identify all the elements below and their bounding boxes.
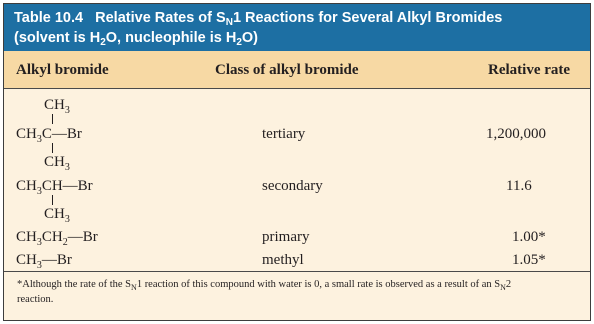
title-line-2 — [14, 29, 590, 49]
bond-line — [52, 114, 53, 124]
class-cell: tertiary — [262, 126, 306, 142]
rate-cell: 1,200,000 — [486, 126, 546, 142]
formula-text: CH — [16, 252, 37, 268]
footnote-text: 2 — [505, 279, 512, 290]
rate-cell: 11.6 — [506, 178, 532, 194]
formula-text: CH — [16, 126, 37, 142]
formula-text: C — [41, 126, 52, 142]
title-text-2b: O, nucleophile is H — [105, 30, 237, 46]
alkyl-bromide-formula — [16, 229, 98, 247]
bond-line — [52, 143, 53, 153]
formula-text: CH — [16, 178, 37, 194]
title-subscript: N — [225, 17, 233, 28]
title-line-1 — [14, 9, 590, 29]
rate-cell: 1.00* — [512, 229, 546, 245]
table-10-4 — [3, 3, 591, 321]
title-text-2c: O) — [241, 30, 258, 46]
table-body — [4, 89, 590, 275]
formula-text: CH — [41, 229, 63, 245]
formula-text: —Br — [41, 252, 72, 268]
class-cell: primary — [262, 229, 310, 245]
title-text-cont: 1 Reactions for Several Alkyl Bromides — [232, 10, 503, 26]
column-header-row — [4, 51, 590, 89]
footnote-text: 1 reaction of this compound with water is 0, a small rate is observed as a result of an S — [136, 279, 501, 290]
formula-subscript: 3 — [64, 214, 70, 225]
substituent-bottom — [44, 206, 70, 224]
alkyl-bromide-formula — [16, 178, 93, 196]
formula-subscript: 3 — [36, 260, 42, 271]
title-text-2a: (solvent is H — [14, 30, 101, 46]
footnote-text: reaction. — [17, 294, 54, 305]
formula-text: CH — [16, 229, 37, 245]
alkyl-bromide-formula — [16, 252, 72, 270]
formula-subscript: 3 — [36, 186, 42, 197]
formula-text: CH—Br — [41, 178, 93, 194]
formula-subscript: 3 — [64, 162, 70, 173]
substituent-bottom — [44, 154, 70, 172]
rate-cell: 1.05* — [512, 252, 546, 268]
alkyl-bromide-formula — [16, 126, 82, 144]
table-footnote — [4, 271, 590, 320]
bond-line — [52, 195, 53, 205]
formula-text: CH — [44, 97, 65, 113]
formula-text: CH — [44, 206, 65, 222]
class-cell: secondary — [262, 178, 323, 194]
table-title — [4, 4, 590, 51]
title-subscript-2a: 2 — [100, 37, 106, 48]
class-cell: methyl — [262, 252, 304, 268]
footnote-subscript: N — [500, 283, 506, 292]
formula-text: CH — [44, 154, 65, 170]
formula-text: —Br — [67, 229, 98, 245]
header-class: Class of alkyl bromide — [215, 62, 359, 78]
title-subscript-2b: 2 — [236, 37, 242, 48]
formula-subscript: 3 — [36, 134, 42, 145]
formula-subscript: 2 — [62, 237, 68, 248]
title-text: Relative Rates of S — [95, 10, 226, 26]
formula-subscript: 3 — [36, 237, 42, 248]
footnote-subscript: N — [131, 283, 137, 292]
formula-subscript: 3 — [64, 105, 70, 116]
footnote-text: *Although the rate of the S — [17, 279, 132, 290]
table-number: Table 10.4 — [14, 10, 84, 26]
header-alkyl-bromide: Alkyl bromide — [16, 62, 109, 78]
substituent-top — [44, 97, 70, 115]
header-relative-rate: Relative rate — [488, 62, 571, 78]
formula-text: —Br — [51, 126, 82, 142]
